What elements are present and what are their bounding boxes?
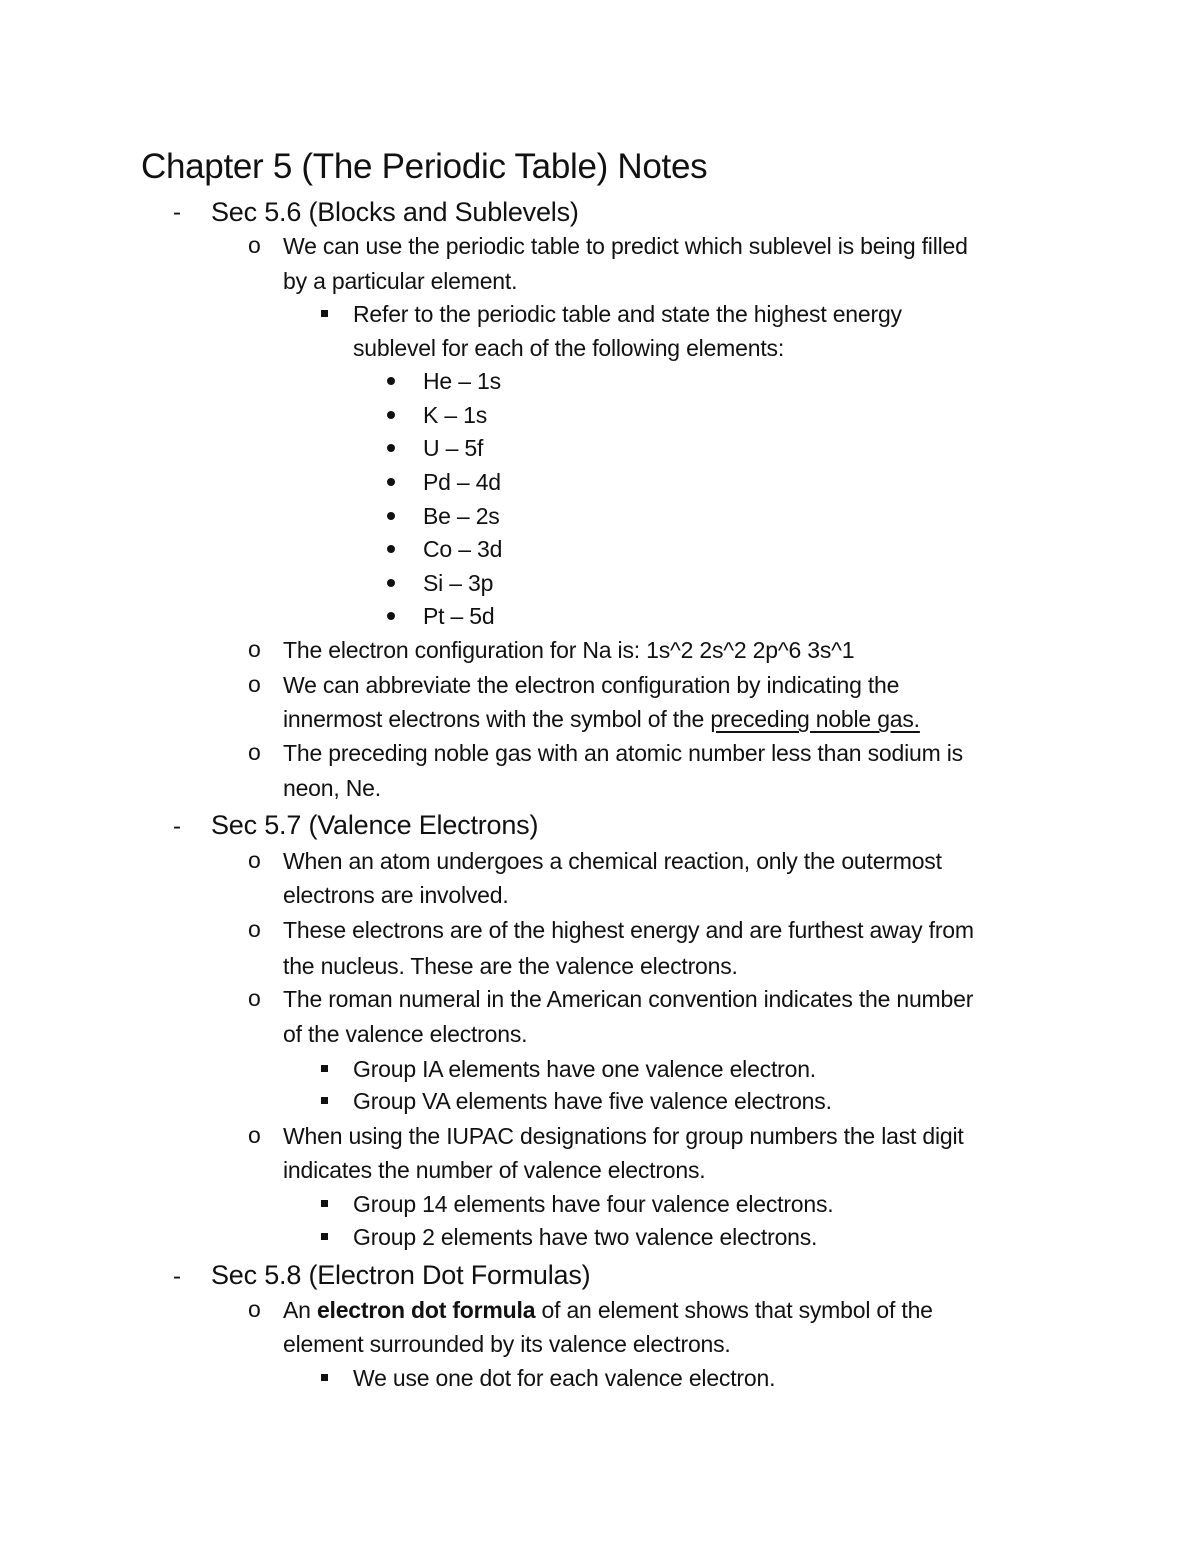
round-bullet — [387, 377, 395, 385]
element-item: U – 5f — [423, 435, 484, 461]
element-item: Si – 3p — [423, 570, 494, 596]
element-item: Co – 3d — [423, 536, 503, 562]
text-line: When an atom undergoes a chemical reaction, only the outermost — [283, 848, 942, 874]
text-line: When using the IUPAC designations for group numbers the last digit — [283, 1123, 964, 1149]
round-bullet — [387, 545, 395, 553]
element-item: Pt – 5d — [423, 603, 495, 629]
circle-bullet: o — [248, 671, 261, 697]
circle-bullet: o — [248, 1122, 261, 1148]
round-bullet — [387, 512, 395, 520]
underlined-term: preceding noble gas. — [710, 706, 920, 732]
square-bullet — [321, 1233, 328, 1240]
circle-bullet: o — [248, 985, 261, 1011]
circle-bullet: o — [248, 916, 261, 942]
round-bullet — [387, 612, 395, 620]
square-bullet — [321, 1374, 328, 1381]
round-bullet — [387, 478, 395, 486]
dash-marker: - — [173, 199, 181, 226]
text-line: Group 14 elements have four valence electrons. — [353, 1191, 834, 1217]
text-segment: An — [283, 1297, 317, 1323]
square-bullet — [321, 310, 328, 317]
text-line: neon, Ne. — [283, 775, 381, 801]
round-bullet — [387, 411, 395, 419]
circle-bullet: o — [248, 847, 261, 873]
element-item: Be – 2s — [423, 503, 500, 529]
text-line: We use one dot for each valence electron. — [353, 1365, 776, 1391]
dash-marker: - — [173, 1263, 181, 1290]
text-line: Group VA elements have five valence electrons. — [353, 1088, 832, 1114]
circle-bullet: o — [248, 739, 261, 765]
text-line: We can abbreviate the electron configuration by indicating the — [283, 672, 900, 698]
circle-bullet: o — [248, 636, 261, 662]
element-item: Pd – 4d — [423, 469, 501, 495]
text-line: Refer to the periodic table and state the highest energy — [353, 301, 902, 327]
bold-term: electron dot formula — [316, 1297, 536, 1323]
text-line — [283, 1293, 933, 1327]
text-line: sublevel for each of the following elements: — [353, 335, 785, 361]
text-line: The preceding noble gas with an atomic number less than sodium is — [283, 740, 963, 766]
text-line: of the valence electrons. — [283, 1021, 528, 1047]
text-line: We can use the periodic table to predict which sublevel is being filled — [283, 233, 968, 259]
text-line: Group 2 elements have two valence electrons. — [353, 1224, 818, 1250]
text-line: element surrounded by its valence electrons. — [283, 1331, 731, 1357]
round-bullet — [387, 444, 395, 452]
text-line: Group IA elements have one valence electron. — [353, 1056, 816, 1082]
text-segment: innermost electrons with the symbol of the — [283, 706, 711, 732]
text-line: The electron configuration for Na is: 1s^2 2s^2 2p^6 3s^1 — [283, 637, 855, 663]
section-heading-5-7: Sec 5.7 (Valence Electrons) — [211, 810, 539, 840]
dash-marker: - — [173, 813, 181, 840]
element-item: He – 1s — [423, 368, 501, 394]
text-line: by a particular element. — [283, 268, 518, 294]
square-bullet — [321, 1097, 328, 1104]
text-segment: of an element shows that symbol of the — [535, 1297, 933, 1323]
round-bullet — [387, 579, 395, 587]
circle-bullet: o — [248, 1296, 261, 1322]
element-item: K – 1s — [423, 402, 488, 428]
section-heading-5-8: Sec 5.8 (Electron Dot Formulas) — [211, 1260, 591, 1290]
circle-bullet: o — [248, 232, 261, 258]
square-bullet — [321, 1200, 328, 1207]
text-line: the nucleus. These are the valence electrons. — [283, 953, 738, 979]
text-line: These electrons are of the highest energy and are furthest away from — [283, 917, 974, 943]
text-line: electrons are involved. — [283, 882, 509, 908]
page-title: Chapter 5 (The Periodic Table) Notes — [141, 147, 708, 186]
text-line — [283, 702, 920, 736]
text-line: indicates the number of valence electrons. — [283, 1157, 706, 1183]
section-heading-5-6: Sec 5.6 (Blocks and Sublevels) — [211, 197, 579, 227]
text-line: The roman numeral in the American convention indicates the number — [283, 986, 974, 1012]
square-bullet — [321, 1065, 328, 1072]
